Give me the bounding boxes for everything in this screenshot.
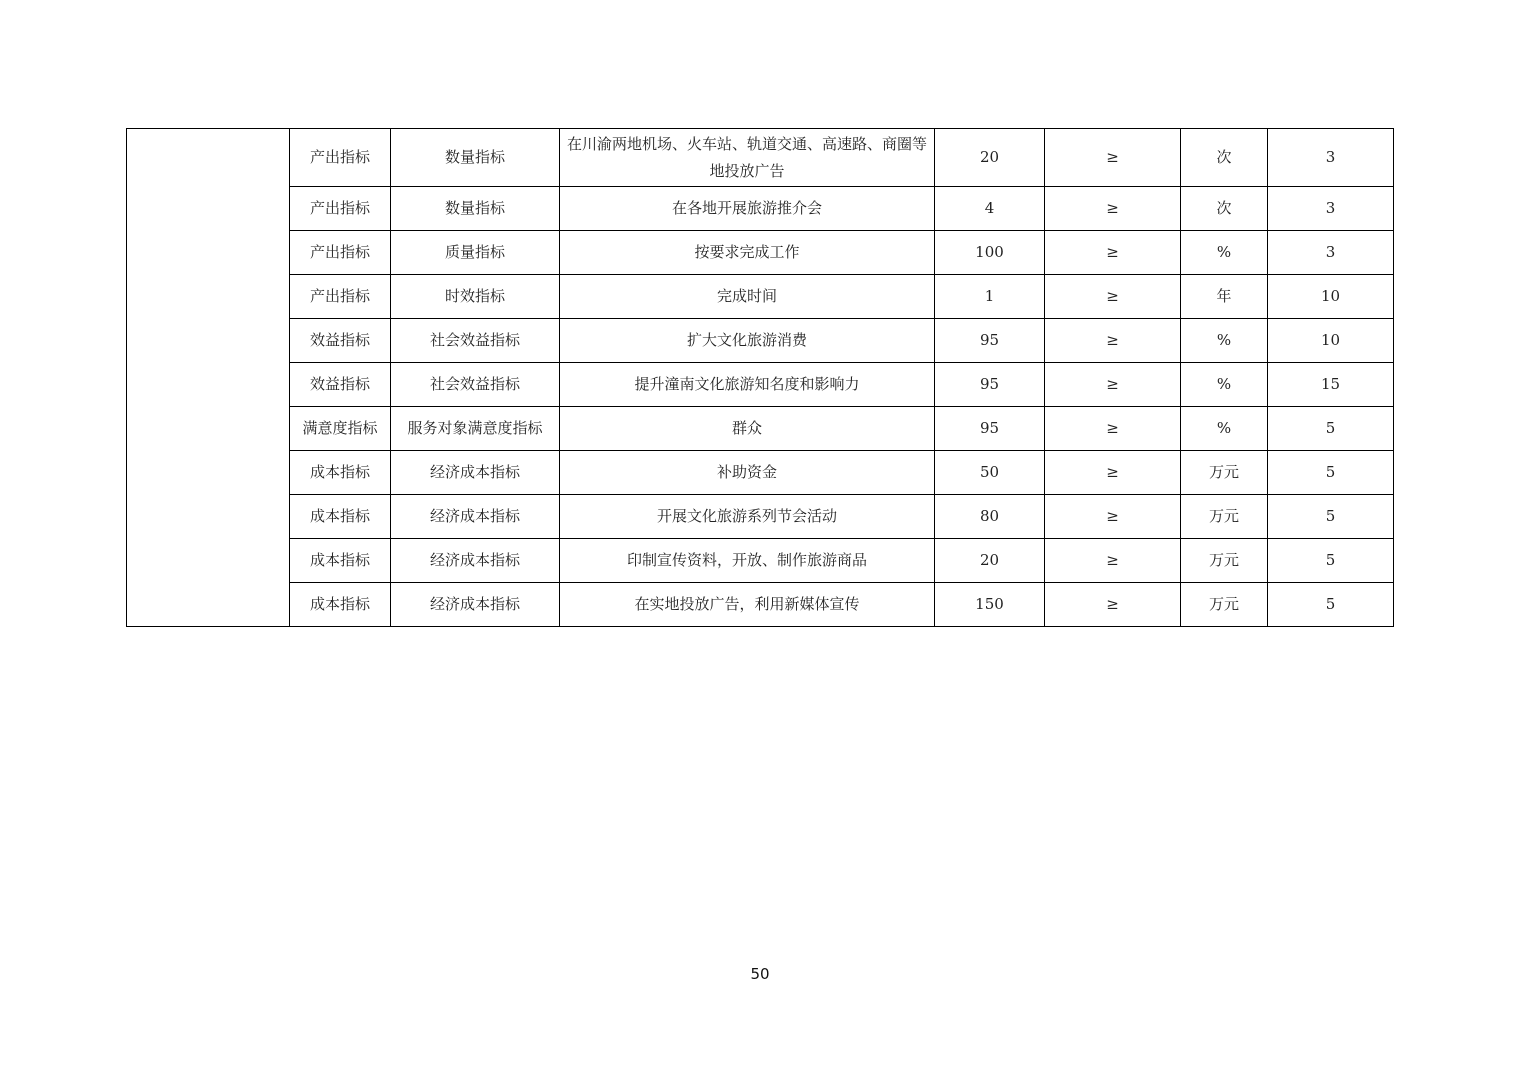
target-value-cell: 95 <box>935 363 1045 407</box>
level1-indicator-cell: 成本指标 <box>290 583 391 627</box>
level2-indicator-cell: 经济成本指标 <box>391 451 560 495</box>
level1-indicator-cell: 产出指标 <box>290 129 391 187</box>
operator-cell: ≥ <box>1045 231 1181 275</box>
merged-empty-cell <box>127 129 290 627</box>
level1-indicator-cell: 产出指标 <box>290 275 391 319</box>
level3-indicator-cell: 完成时间 <box>560 275 935 319</box>
table-row <box>127 495 1394 539</box>
table-row <box>127 451 1394 495</box>
unit-cell: 次 <box>1181 187 1268 231</box>
level2-indicator-cell: 经济成本指标 <box>391 583 560 627</box>
level3-indicator-cell: 在川渝两地机场、火车站、轨道交通、高速路、商圈等地投放广告 <box>560 129 935 187</box>
level2-indicator-cell: 经济成本指标 <box>391 495 560 539</box>
target-value-cell: 80 <box>935 495 1045 539</box>
level2-indicator-cell: 质量指标 <box>391 231 560 275</box>
level3-indicator-cell: 在实地投放广告，利用新媒体宣传 <box>560 583 935 627</box>
score-cell: 5 <box>1268 539 1394 583</box>
table-row <box>127 319 1394 363</box>
level2-indicator-cell: 经济成本指标 <box>391 539 560 583</box>
level2-indicator-cell: 时效指标 <box>391 275 560 319</box>
operator-cell: ≥ <box>1045 539 1181 583</box>
level2-indicator-cell: 社会效益指标 <box>391 363 560 407</box>
score-cell: 5 <box>1268 451 1394 495</box>
target-value-cell: 95 <box>935 407 1045 451</box>
level3-indicator-cell: 群众 <box>560 407 935 451</box>
target-value-cell: 50 <box>935 451 1045 495</box>
unit-cell: 年 <box>1181 275 1268 319</box>
level2-indicator-cell: 数量指标 <box>391 129 560 187</box>
operator-cell: ≥ <box>1045 363 1181 407</box>
level1-indicator-cell: 成本指标 <box>290 451 391 495</box>
unit-cell: 万元 <box>1181 539 1268 583</box>
level1-indicator-cell: 成本指标 <box>290 539 391 583</box>
unit-cell: 次 <box>1181 129 1268 187</box>
unit-cell: 万元 <box>1181 495 1268 539</box>
level3-indicator-cell: 按要求完成工作 <box>560 231 935 275</box>
level1-indicator-cell: 成本指标 <box>290 495 391 539</box>
level3-indicator-cell: 在各地开展旅游推介会 <box>560 187 935 231</box>
operator-cell: ≥ <box>1045 275 1181 319</box>
level1-indicator-cell: 满意度指标 <box>290 407 391 451</box>
unit-cell: % <box>1181 231 1268 275</box>
unit-cell: % <box>1181 407 1268 451</box>
target-value-cell: 4 <box>935 187 1045 231</box>
operator-cell: ≥ <box>1045 495 1181 539</box>
unit-cell: % <box>1181 319 1268 363</box>
level1-indicator-cell: 效益指标 <box>290 319 391 363</box>
target-value-cell: 20 <box>935 539 1045 583</box>
operator-cell: ≥ <box>1045 129 1181 187</box>
level1-indicator-cell: 产出指标 <box>290 187 391 231</box>
level3-indicator-cell: 印制宣传资料，开放、制作旅游商品 <box>560 539 935 583</box>
performance-indicator-table <box>126 128 1394 627</box>
unit-cell: 万元 <box>1181 451 1268 495</box>
table-row <box>127 583 1394 627</box>
level1-indicator-cell: 效益指标 <box>290 363 391 407</box>
score-cell: 5 <box>1268 495 1394 539</box>
level2-indicator-cell: 数量指标 <box>391 187 560 231</box>
level3-indicator-cell: 补助资金 <box>560 451 935 495</box>
table-row <box>127 363 1394 407</box>
operator-cell: ≥ <box>1045 407 1181 451</box>
table-row <box>127 187 1394 231</box>
target-value-cell: 100 <box>935 231 1045 275</box>
level2-indicator-cell: 服务对象满意度指标 <box>391 407 560 451</box>
operator-cell: ≥ <box>1045 319 1181 363</box>
target-value-cell: 150 <box>935 583 1045 627</box>
level3-indicator-cell: 扩大文化旅游消费 <box>560 319 935 363</box>
score-cell: 3 <box>1268 231 1394 275</box>
score-cell: 3 <box>1268 129 1394 187</box>
score-cell: 5 <box>1268 407 1394 451</box>
unit-cell: 万元 <box>1181 583 1268 627</box>
level3-indicator-cell: 提升潼南文化旅游知名度和影响力 <box>560 363 935 407</box>
table-row <box>127 231 1394 275</box>
target-value-cell: 20 <box>935 129 1045 187</box>
table-row <box>127 539 1394 583</box>
operator-cell: ≥ <box>1045 451 1181 495</box>
target-value-cell: 95 <box>935 319 1045 363</box>
level1-indicator-cell: 产出指标 <box>290 231 391 275</box>
score-cell: 5 <box>1268 583 1394 627</box>
table-row <box>127 275 1394 319</box>
score-cell: 15 <box>1268 363 1394 407</box>
level3-indicator-cell: 开展文化旅游系列节会活动 <box>560 495 935 539</box>
level2-indicator-cell: 社会效益指标 <box>391 319 560 363</box>
score-cell: 3 <box>1268 187 1394 231</box>
unit-cell: % <box>1181 363 1268 407</box>
operator-cell: ≥ <box>1045 583 1181 627</box>
table-row <box>127 407 1394 451</box>
page-number: 50 <box>750 965 770 983</box>
score-cell: 10 <box>1268 275 1394 319</box>
table-row <box>127 129 1394 187</box>
score-cell: 10 <box>1268 319 1394 363</box>
operator-cell: ≥ <box>1045 187 1181 231</box>
target-value-cell: 1 <box>935 275 1045 319</box>
